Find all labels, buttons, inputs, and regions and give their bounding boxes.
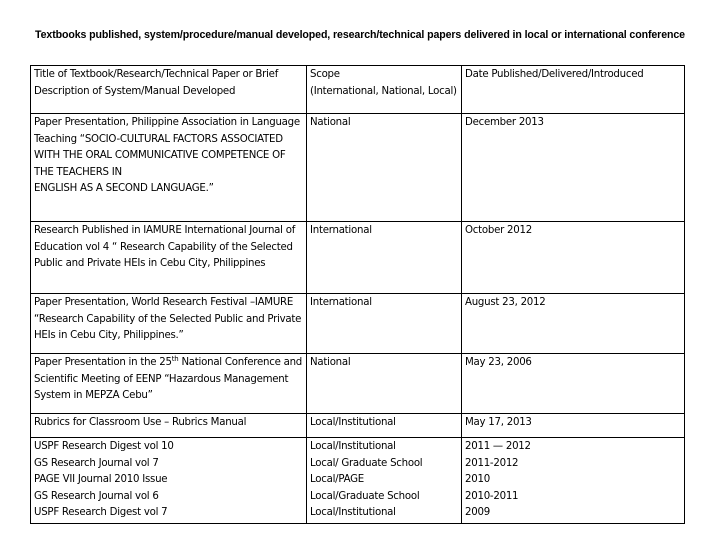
date-cell	[462, 438, 685, 524]
scope-line: Local/Institutional	[310, 417, 396, 428]
date-cell	[462, 414, 685, 438]
header-scope-line: Scope	[310, 69, 340, 80]
table-row	[31, 114, 685, 222]
header-scope-cell	[307, 66, 462, 114]
scope-line: Local/Institutional	[310, 441, 396, 452]
title-line: Education vol 4 “ Research Capability of the Selected	[34, 241, 293, 253]
scope-line: National	[310, 117, 351, 128]
title-line: Scientific Meeting of EENP “Hazardous Management	[34, 373, 289, 385]
title-cell	[31, 414, 307, 438]
table-row	[31, 438, 685, 524]
header-title-line: Title of Textbook/Research/Technical Paper or Brief	[34, 69, 279, 80]
title-line: System in MEPZA Cebu”	[34, 390, 153, 401]
date-line: 2009	[465, 507, 490, 518]
page-heading: Textbooks published, system/procedure/manual developed, research/technical papers delivered in local or international conference	[35, 29, 685, 41]
date-line: 2011-2012	[465, 457, 519, 469]
date-line: December 2013	[465, 117, 544, 128]
table-row	[31, 354, 685, 414]
title-line: Paper Presentation, World Research Festival –IAMURE	[34, 297, 294, 308]
table-header-row	[31, 66, 685, 114]
scope-cell	[307, 354, 462, 414]
title-line: GS Research Journal vol 6	[34, 490, 159, 502]
header-title-cell	[31, 66, 307, 114]
title-cell	[31, 294, 307, 354]
date-cell	[462, 354, 685, 414]
scope-cell	[307, 414, 462, 438]
title-line: Teaching “SOCIO-CULTURAL FACTORS ASSOCIATED	[34, 133, 283, 145]
title-line: USPF Research Digest vol 10	[34, 441, 174, 452]
title-line: Research Published in IAMURE International Journal of	[34, 225, 296, 236]
date-line: October 2012	[465, 225, 532, 236]
header-date-cell	[462, 66, 685, 114]
scope-line: Local/Graduate School	[310, 490, 420, 502]
header-scope-line: (International, National, Local)	[310, 85, 457, 97]
date-cell	[462, 114, 685, 222]
scope-cell	[307, 294, 462, 354]
date-line: May 23, 2006	[465, 357, 532, 368]
scope-line: Local/ Graduate School	[310, 457, 423, 469]
title-line: “Research Capability of the Selected Public and Private	[34, 313, 302, 325]
title-cell	[31, 114, 307, 222]
date-cell	[462, 294, 685, 354]
date-line: 2010	[465, 474, 490, 485]
table-row	[31, 294, 685, 354]
title-line	[34, 355, 304, 372]
scope-cell	[307, 114, 462, 222]
date-line: August 23, 2012	[465, 297, 546, 308]
title-line: WITH THE ORAL COMMUNICATIVE COMPETENCE OF	[34, 150, 286, 161]
header-date-line: Date Published/Delivered/Introduced	[465, 69, 644, 80]
title-line: Paper Presentation, Philippine Association in Language	[34, 117, 300, 128]
title-line: GS Research Journal vol 7	[34, 457, 159, 469]
title-line: HEIs in Cebu City, Philippines.”	[34, 330, 184, 341]
date-line: May 17, 2013	[465, 417, 532, 428]
title-line: ENGLISH AS A SECOND LANGUAGE.”	[34, 183, 214, 194]
title-text: Paper Presentation in the 25	[34, 357, 172, 368]
date-cell	[462, 222, 685, 294]
title-line: THE TEACHERS IN	[34, 166, 122, 178]
title-cell	[31, 354, 307, 414]
scope-cell	[307, 438, 462, 524]
scope-line: Local/Institutional	[310, 507, 396, 518]
title-text: National Conference and	[178, 357, 303, 368]
title-cell	[31, 438, 307, 524]
title-line: PAGE VII Journal 2010 Issue	[34, 474, 168, 485]
publications-table	[30, 65, 685, 524]
date-line: 2011 — 2012	[465, 441, 531, 452]
scope-line: International	[310, 225, 372, 236]
scope-line: National	[310, 357, 351, 368]
table-row	[31, 414, 685, 438]
title-line: Rubrics for Classroom Use – Rubrics Manual	[34, 417, 247, 428]
title-line: USPF Research Digest vol 7	[34, 507, 168, 518]
date-line: 2010-2011	[465, 490, 519, 502]
table-row	[31, 222, 685, 294]
scope-line: International	[310, 297, 372, 308]
title-cell	[31, 222, 307, 294]
ordinal-suffix: th	[171, 355, 179, 363]
header-title-line: Description of System/Manual Developed	[34, 85, 236, 97]
scope-cell	[307, 222, 462, 294]
title-line: Public and Private HEIs in Cebu City, Philippines	[34, 258, 266, 269]
scope-line: Local/PAGE	[310, 474, 364, 485]
